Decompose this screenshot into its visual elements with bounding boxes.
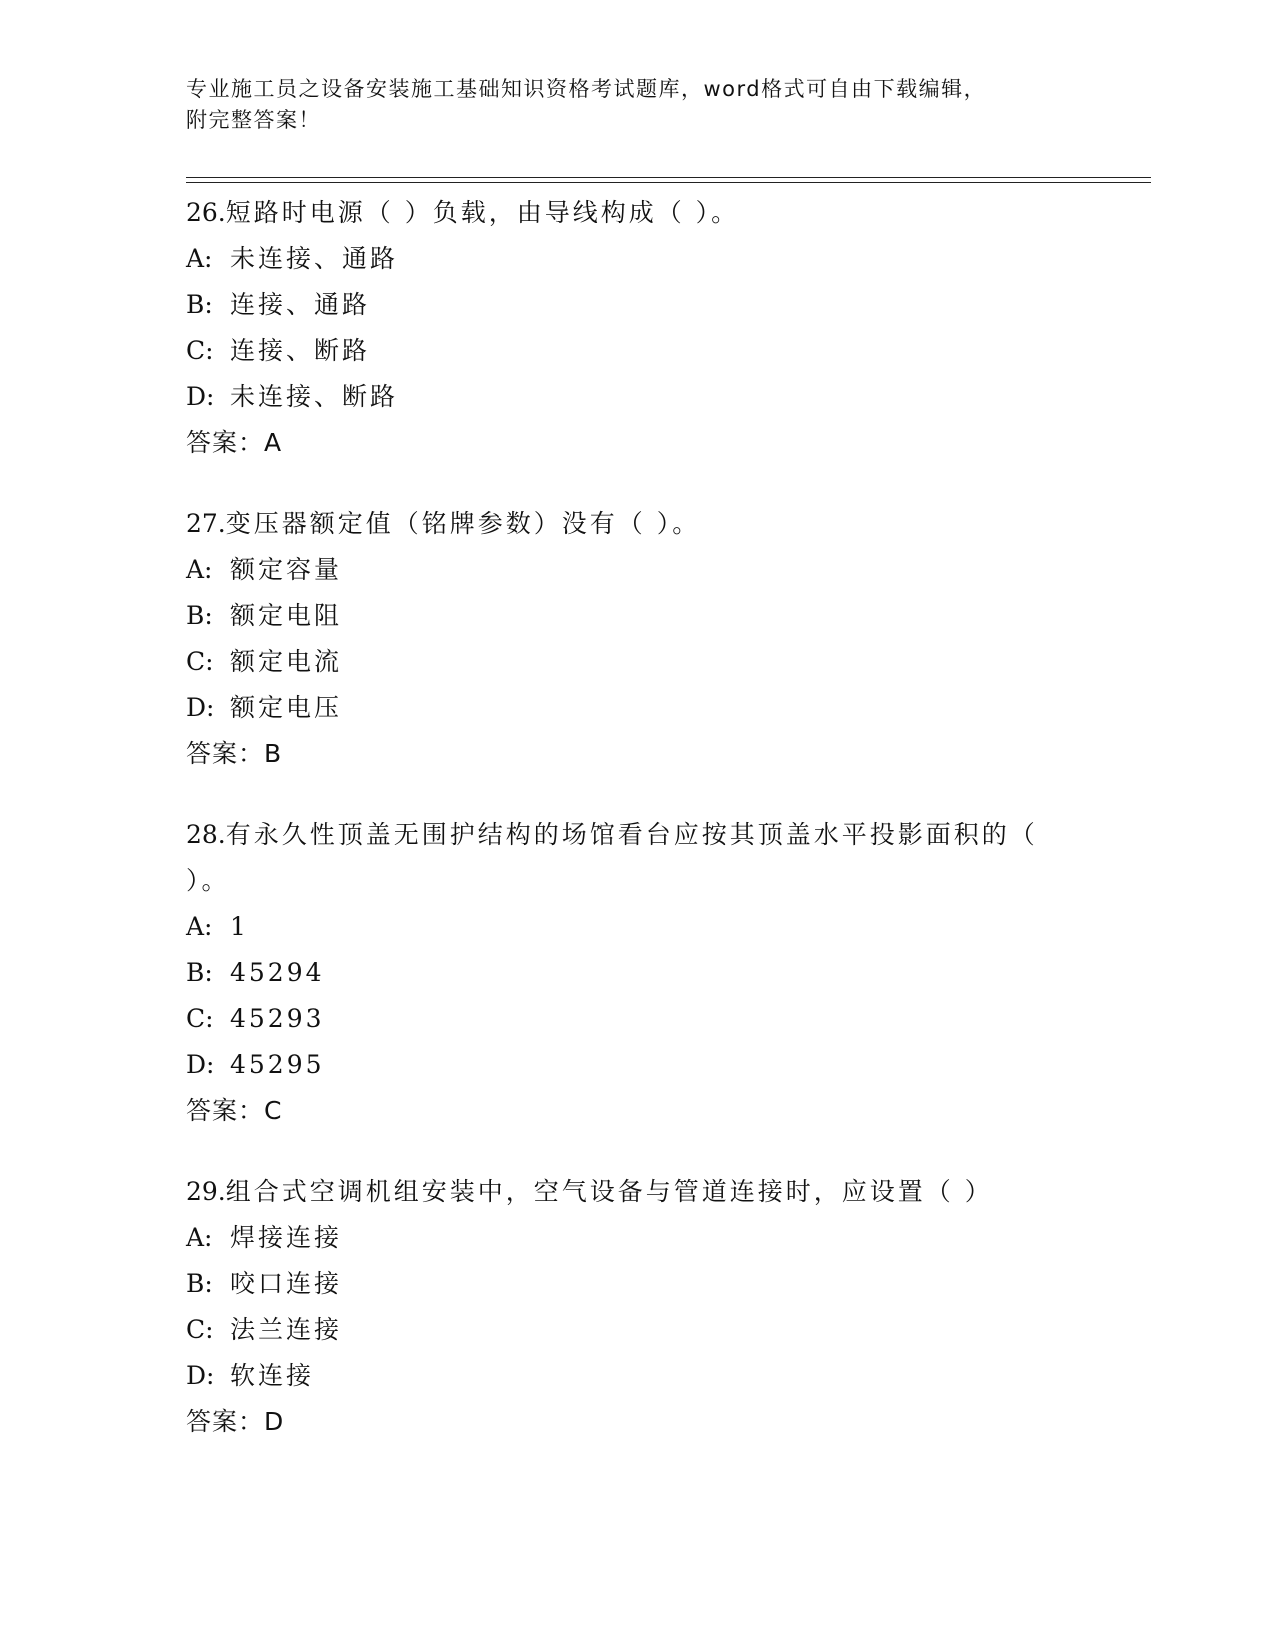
option-text: 咬口连接 — [230, 1269, 343, 1298]
option-text: 连接、通路 — [230, 290, 371, 319]
option-letter: B: — [186, 290, 213, 319]
answer-line: 答案：A — [186, 428, 283, 457]
option-letter: B: — [186, 601, 213, 630]
option-letter: A: — [186, 912, 213, 941]
option-c — [186, 639, 1126, 685]
option-letter: C: — [186, 647, 214, 676]
option-text: 法兰连接 — [230, 1315, 343, 1344]
question-title — [186, 812, 1126, 858]
option-d — [186, 1042, 1126, 1088]
option-letter: A: — [186, 244, 213, 273]
header-divider-bottom — [186, 182, 1151, 183]
option-b — [186, 282, 1126, 328]
question-27 — [186, 501, 1126, 777]
question-26 — [186, 190, 1126, 466]
option-letter: D: — [186, 1050, 215, 1079]
option-d — [186, 1353, 1126, 1399]
option-d — [186, 685, 1126, 731]
option-text: 额定电压 — [230, 693, 343, 722]
option-letter: C: — [186, 336, 214, 365]
option-letter: D: — [186, 693, 215, 722]
option-text: 45293 — [230, 1004, 325, 1033]
answer-line: 答案：D — [186, 1407, 285, 1436]
question-text-continued: ）。 — [186, 866, 230, 895]
option-b — [186, 950, 1126, 996]
option-letter: A: — [186, 555, 213, 584]
option-letter: B: — [186, 958, 213, 987]
option-a — [186, 236, 1126, 282]
option-text: 未连接、断路 — [230, 382, 399, 411]
header-line-2: 附完整答案！ — [186, 108, 321, 132]
question-title — [186, 501, 1126, 547]
option-letter: A: — [186, 1223, 213, 1252]
option-a — [186, 1215, 1126, 1261]
question-text: 短路时电源（ ）负载，由导线构成（ ）。 — [225, 198, 740, 227]
option-text: 45294 — [230, 958, 325, 987]
option-text: 连接、断路 — [230, 336, 371, 365]
option-text: 额定电阻 — [230, 601, 343, 630]
answer-line: 答案：B — [186, 739, 283, 768]
option-text: 1 — [230, 912, 249, 941]
question-number: 29. — [186, 1177, 226, 1206]
option-c — [186, 1307, 1126, 1353]
question-29 — [186, 1169, 1126, 1445]
answer-line: 答案：C — [186, 1096, 283, 1125]
option-a — [186, 904, 1126, 950]
option-letter: C: — [186, 1004, 214, 1033]
option-a — [186, 547, 1126, 593]
question-text: 变压器额定值（铭牌参数）没有（ ）。 — [225, 509, 701, 538]
question-28 — [186, 812, 1126, 1134]
option-text: 额定电流 — [230, 647, 343, 676]
option-b — [186, 593, 1126, 639]
question-text: 有永久性顶盖无围护结构的场馆看台应按其顶盖水平投影面积的（ — [225, 820, 1038, 849]
option-c — [186, 996, 1126, 1042]
question-number: 27. — [186, 509, 226, 538]
option-letter: D: — [186, 382, 215, 411]
question-list — [186, 190, 1126, 1480]
option-c — [186, 328, 1126, 374]
option-text: 焊接连接 — [230, 1223, 343, 1252]
option-letter: C: — [186, 1315, 214, 1344]
header-divider-top — [186, 177, 1151, 178]
question-number: 28. — [186, 820, 226, 849]
option-text: 未连接、通路 — [230, 244, 399, 273]
question-number: 26. — [186, 198, 226, 227]
option-text: 45295 — [230, 1050, 325, 1079]
question-text: 组合式空调机组安装中，空气设备与管道连接时，应设置（ ） — [225, 1177, 993, 1206]
option-text: 额定容量 — [230, 555, 343, 584]
option-b — [186, 1261, 1126, 1307]
option-letter: B: — [186, 1269, 213, 1298]
option-d — [186, 374, 1126, 420]
question-title — [186, 1169, 1126, 1215]
question-title — [186, 190, 1126, 236]
option-letter: D: — [186, 1361, 215, 1390]
document-header — [186, 74, 1086, 136]
option-text: 软连接 — [230, 1361, 315, 1390]
header-line-1: 专业施工员之设备安装施工基础知识资格考试题库，word格式可自由下载编辑， — [186, 77, 987, 101]
